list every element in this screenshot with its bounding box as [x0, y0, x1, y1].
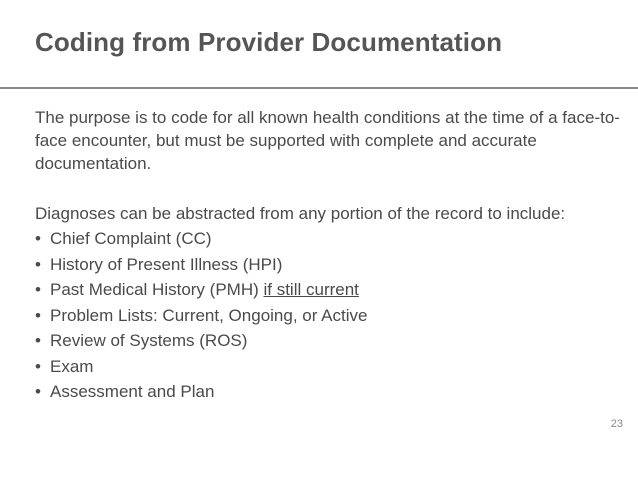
slide-title: Coding from Provider Documentation — [35, 27, 503, 57]
intro-paragraph: The purpose is to code for all known health conditions at the time of a face-to-face encounter, but must be supported with complete and accurate documentation. — [35, 108, 620, 173]
bullet-icon: • — [35, 305, 41, 325]
list-item — [35, 380, 367, 406]
list-item — [35, 253, 367, 279]
bullet-icon: • — [35, 382, 41, 401]
list-item-text: Exam — [50, 356, 94, 376]
bullet-icon: • — [35, 280, 41, 299]
list-item-text: Review of Systems (ROS) — [50, 331, 248, 350]
record-sections-list — [35, 227, 367, 406]
page-number: 23 — [610, 418, 623, 430]
bullet-icon: • — [35, 331, 41, 350]
bullet-icon: • — [35, 229, 41, 248]
list-item — [35, 355, 367, 381]
bullet-lead-in: Diagnoses can be abstracted from any portion of the record to include: — [35, 204, 566, 223]
list-item-text: Chief Complaint (CC) — [50, 229, 212, 248]
bullet-icon: • — [35, 356, 41, 376]
list-item-text: Past Medical History (PMH) — [50, 280, 264, 299]
list-item-text: Assessment and Plan — [50, 382, 215, 401]
list-item-text: Problem Lists: Current, Ongoing, or Active — [50, 305, 368, 325]
list-item — [35, 304, 367, 330]
list-item — [35, 227, 367, 253]
list-item-emphasis: if still current — [263, 280, 359, 299]
title-divider — [0, 87, 638, 89]
list-item — [35, 329, 367, 355]
list-item-text: History of Present Illness (HPI) — [50, 254, 283, 274]
list-item — [35, 278, 367, 304]
bullet-icon: • — [35, 254, 41, 274]
